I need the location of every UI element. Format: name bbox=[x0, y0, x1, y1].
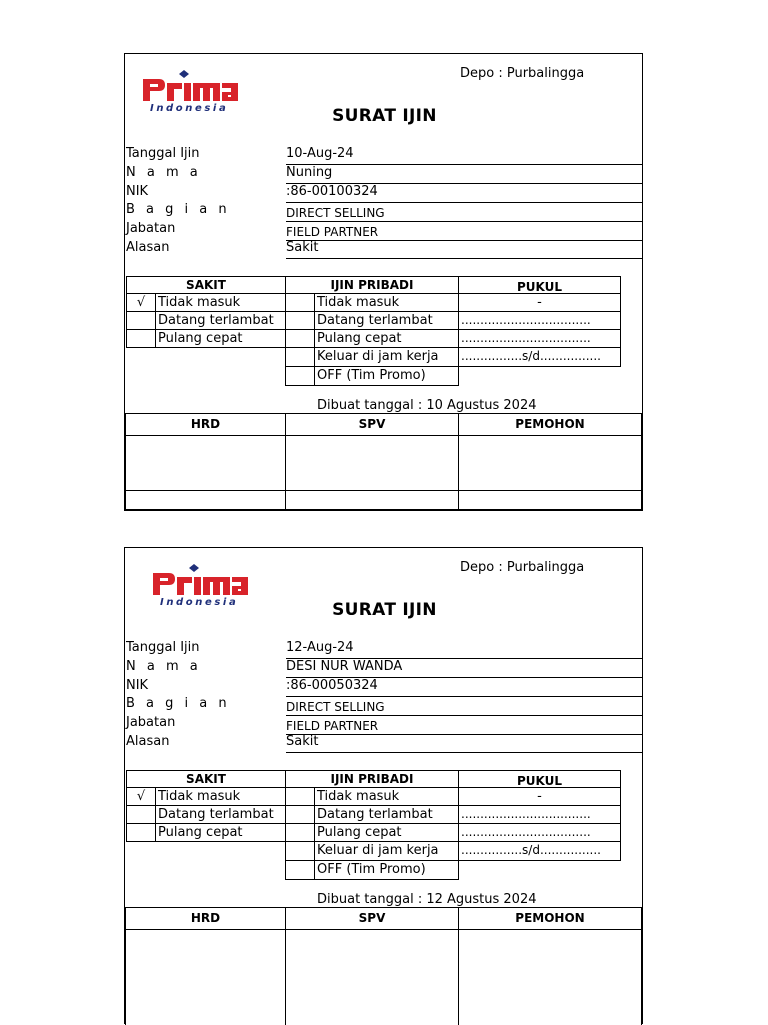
spv-name-box bbox=[285, 490, 459, 510]
alasan-label: Alasan bbox=[126, 734, 170, 749]
hrd-signature-box bbox=[125, 435, 286, 491]
depo-label: Depo : Purbalingga bbox=[460, 560, 585, 575]
sakit-header: SAKIT bbox=[126, 276, 286, 294]
field-underline bbox=[286, 715, 642, 716]
sakit-row-label: Tidak masuk bbox=[155, 787, 286, 806]
permit-form-2 bbox=[124, 547, 643, 1024]
sakit-row-label: Datang terlambat bbox=[155, 311, 286, 330]
pukul-value: .................................. bbox=[458, 805, 621, 824]
ijin-row-label: Tidak masuk bbox=[314, 293, 459, 312]
alasan-value: Sakit bbox=[286, 240, 319, 255]
jabatan-value: FIELD PARTNER bbox=[286, 225, 379, 239]
field-underline bbox=[286, 202, 642, 203]
pukul-header: PUKUL bbox=[458, 770, 621, 788]
hrd-header: HRD bbox=[125, 413, 286, 436]
nik-value: :86-00100324 bbox=[286, 184, 378, 199]
ijin-pribadi-header: IJIN PRIBADI bbox=[285, 770, 459, 788]
dibuat-tanggal: Dibuat tanggal : 12 Agustus 2024 bbox=[317, 892, 537, 907]
dibuat-tanggal: Dibuat tanggal : 10 Agustus 2024 bbox=[317, 398, 537, 413]
pemohon-header: PEMOHON bbox=[458, 413, 642, 436]
sakit-row-label: Pulang cepat bbox=[155, 823, 286, 842]
ijin-row-label: OFF (Tim Promo) bbox=[314, 860, 459, 880]
nama-value: DESI NUR WANDA bbox=[286, 659, 403, 674]
field-underline bbox=[286, 696, 642, 697]
pukul-value: .................................. bbox=[458, 311, 621, 330]
spv-header: SPV bbox=[285, 907, 459, 930]
ijin-checkbox[interactable] bbox=[285, 823, 315, 842]
pemohon-signature-box bbox=[458, 435, 642, 491]
ijin-checkbox[interactable] bbox=[285, 805, 315, 824]
ijin-row-label: OFF (Tim Promo) bbox=[314, 366, 459, 386]
tanggal-label: Tanggal Ijin bbox=[126, 146, 200, 161]
pukul-value: .................................. bbox=[458, 823, 621, 842]
spv-header: SPV bbox=[285, 413, 459, 436]
svg-text:Indonesia: Indonesia bbox=[150, 103, 229, 112]
ijin-row-label: Datang terlambat bbox=[314, 805, 459, 824]
spv-signature-box bbox=[285, 435, 459, 491]
sakit-row-label: Datang terlambat bbox=[155, 805, 286, 824]
ijin-checkbox[interactable] bbox=[285, 347, 315, 367]
sakit-checkbox[interactable]: √ bbox=[126, 787, 156, 806]
nama-value: Nuning bbox=[286, 165, 333, 180]
sakit-checkbox[interactable]: √ bbox=[126, 293, 156, 312]
pukul-value: .................................. bbox=[458, 329, 621, 348]
pemohon-header: PEMOHON bbox=[458, 907, 642, 930]
field-underline bbox=[286, 734, 642, 735]
pukul-value: ................s/d................ bbox=[458, 347, 621, 367]
ijin-row-label: Datang terlambat bbox=[314, 311, 459, 330]
pemohon-name-box bbox=[458, 490, 642, 510]
ijin-checkbox[interactable] bbox=[285, 860, 315, 880]
tanggal-label: Tanggal Ijin bbox=[126, 640, 200, 655]
jabatan-label: Jabatan bbox=[126, 715, 176, 730]
tanggal-value: 10-Aug-24 bbox=[286, 146, 354, 161]
sakit-checkbox[interactable] bbox=[126, 805, 156, 824]
depo-label: Depo : Purbalingga bbox=[460, 66, 585, 81]
pukul-value: - bbox=[458, 787, 621, 806]
bagian-value: DIRECT SELLING bbox=[286, 206, 385, 220]
form-title: SURAT IJIN bbox=[332, 600, 437, 620]
ijin-row-label: Keluar di jam kerja bbox=[314, 347, 459, 367]
spv-signature-box bbox=[285, 929, 459, 1025]
sakit-row-label: Pulang cepat bbox=[155, 329, 286, 348]
bagian-value: DIRECT SELLING bbox=[286, 700, 385, 714]
ijin-row-label: Keluar di jam kerja bbox=[314, 841, 459, 861]
form-title: SURAT IJIN bbox=[332, 106, 437, 126]
pukul-header: PUKUL bbox=[458, 276, 621, 294]
sakit-checkbox[interactable] bbox=[126, 329, 156, 348]
jabatan-label: Jabatan bbox=[126, 221, 176, 236]
pukul-value: - bbox=[458, 293, 621, 312]
permit-form-1 bbox=[124, 53, 643, 511]
nik-value: :86-00050324 bbox=[286, 678, 378, 693]
ijin-checkbox[interactable] bbox=[285, 293, 315, 312]
sakit-row-label: Tidak masuk bbox=[155, 293, 286, 312]
tanggal-value: 12-Aug-24 bbox=[286, 640, 354, 655]
ijin-row-label: Pulang cepat bbox=[314, 823, 459, 842]
ijin-checkbox[interactable] bbox=[285, 787, 315, 806]
pukul-value: ................s/d................ bbox=[458, 841, 621, 861]
nik-label: NIK bbox=[126, 678, 149, 693]
ijin-checkbox[interactable] bbox=[285, 841, 315, 861]
svg-text:Indonesia: Indonesia bbox=[160, 597, 239, 606]
field-underline bbox=[286, 221, 642, 222]
nama-label: N a m a bbox=[126, 659, 202, 674]
pemohon-signature-box bbox=[458, 929, 642, 1025]
field-underline bbox=[286, 240, 642, 241]
ijin-checkbox[interactable] bbox=[285, 366, 315, 386]
alasan-label: Alasan bbox=[126, 240, 170, 255]
sakit-header: SAKIT bbox=[126, 770, 286, 788]
nama-label: N a m a bbox=[126, 165, 202, 180]
ijin-row-label: Pulang cepat bbox=[314, 329, 459, 348]
nik-label: NIK bbox=[126, 184, 149, 199]
ijin-checkbox[interactable] bbox=[285, 311, 315, 330]
ijin-checkbox[interactable] bbox=[285, 329, 315, 348]
field-underline bbox=[286, 258, 642, 259]
sakit-checkbox[interactable] bbox=[126, 823, 156, 842]
alasan-value: Sakit bbox=[286, 734, 319, 749]
bagian-label: B a g i a n bbox=[126, 696, 231, 711]
field-underline bbox=[286, 164, 642, 165]
jabatan-value: FIELD PARTNER bbox=[286, 719, 379, 733]
ijin-row-label: Tidak masuk bbox=[314, 787, 459, 806]
hrd-name-box bbox=[125, 490, 286, 510]
hrd-signature-box bbox=[125, 929, 286, 1025]
sakit-checkbox[interactable] bbox=[126, 311, 156, 330]
field-underline bbox=[286, 752, 642, 753]
ijin-pribadi-header: IJIN PRIBADI bbox=[285, 276, 459, 294]
hrd-header: HRD bbox=[125, 907, 286, 930]
bagian-label: B a g i a n bbox=[126, 202, 231, 217]
